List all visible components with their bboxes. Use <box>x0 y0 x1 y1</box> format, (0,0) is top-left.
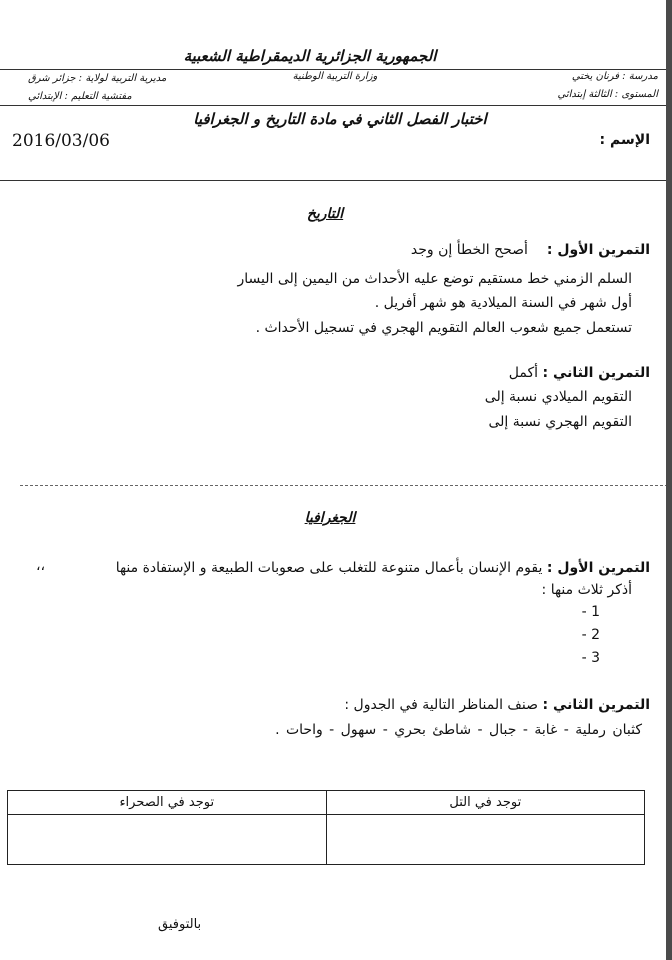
header-mid-rule <box>0 105 666 106</box>
header-top-rule <box>0 69 666 70</box>
history-exercise-2 <box>509 365 650 381</box>
history-section-title: التاريخ <box>306 206 344 222</box>
geography-exercise-1 <box>116 560 650 576</box>
geography-ex1-item-2: 2 - <box>581 627 600 643</box>
history-ex1-label: التمرين الأول : <box>546 242 650 258</box>
exam-date: 2016/03/06 <box>12 131 110 151</box>
geography-ex1-text: يقوم الإنسان بأعمال متنوعة للتغلب على صعوبات الطبيعة و الإستفادة منها <box>115 560 543 576</box>
student-name-label: الإسم : <box>599 132 650 148</box>
geography-ex1-label: التمرين الأول : <box>546 560 650 576</box>
history-ex1-instruction: أصحح الخطأ إن وجد <box>410 242 528 258</box>
tell-answer-cell[interactable] <box>326 815 644 865</box>
section-divider <box>20 485 668 486</box>
directorate-name: مديرية التربية لولاية : جزائر شرق <box>28 73 167 84</box>
exam-title: اختبار الفصل الثاني في مادة التاريخ و الجغرافيا <box>193 110 487 128</box>
table-header-row <box>8 791 645 815</box>
table-answer-row <box>8 815 645 865</box>
geography-ex2-instruction: صنف المناظر التالية في الجدول : <box>344 697 539 713</box>
history-exercise-1 <box>411 242 650 258</box>
geography-ex1-item-3: 3 - <box>581 650 600 666</box>
column-desert-header: توجد في الصحراء <box>119 795 215 810</box>
inspectorate-name: مفتشية التعليم : الإبتدائي <box>28 91 132 102</box>
classification-table <box>7 790 645 865</box>
geography-exercise-2 <box>344 697 650 713</box>
school-name: مدرسة : فرنان يختي <box>571 71 658 82</box>
geography-ex1-quote-mark: ،، <box>36 558 46 574</box>
history-ex2-instruction: أكمل <box>508 365 539 381</box>
republic-title: الجمهورية الجزائرية الديمقراطية الشعبية <box>183 47 437 65</box>
history-ex2-line-1: التقويم الميلادي نسبة إلى <box>484 389 632 405</box>
geography-ex1-item-1: 1 - <box>581 604 600 620</box>
closing-wish: بالتوفيق <box>158 917 202 932</box>
page-edge-shadow <box>666 0 672 960</box>
history-ex1-line-1: السلم الزمني خط مستقيم توضع عليه الأحداث من اليمين إلى اليسار <box>237 271 632 287</box>
column-tell <box>326 791 644 815</box>
history-ex2-label: التمرين الثاني : <box>542 365 650 381</box>
school-level: المستوى : الثالثة إبتدائي <box>557 89 658 100</box>
history-ex1-line-2: أول شهر في السنة الميلادية هو شهر أفريل . <box>374 295 632 311</box>
ministry-name: وزارة التربية الوطنية <box>292 71 378 82</box>
history-ex1-line-3: تستعمل جميع شعوب العالم التقويم الهجري في تسجيل الأحداث . <box>255 320 632 336</box>
desert-answer-cell[interactable] <box>8 815 327 865</box>
column-desert <box>8 791 327 815</box>
geography-ex2-terms: كثبان رملية - غابة - جبال - شاطئ بحري - سهول - واحات . <box>275 722 642 738</box>
geography-section-title: الجغرافيا <box>304 510 356 526</box>
geography-ex2-label: التمرين الثاني : <box>542 697 650 713</box>
geography-ex1-sub: أذكر ثلاث منها : <box>541 582 632 598</box>
header-bottom-rule <box>0 180 666 181</box>
column-tell-header: توجد في التل <box>449 795 522 810</box>
history-ex2-line-2: التقويم الهجري نسبة إلى <box>488 414 632 430</box>
